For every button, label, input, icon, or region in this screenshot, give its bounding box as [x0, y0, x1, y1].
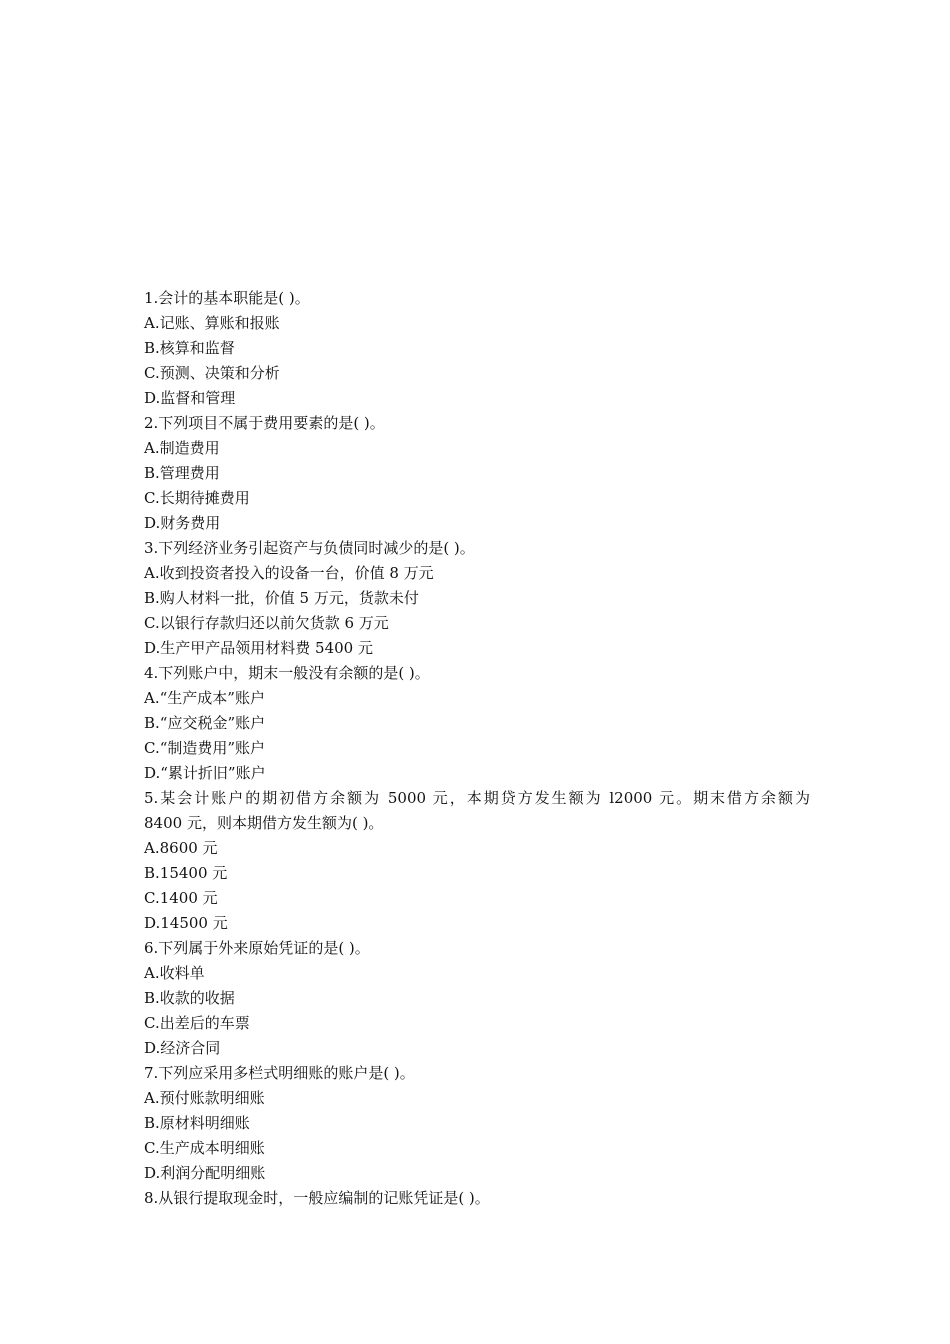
answer-option: C.1400 元 [144, 889, 218, 907]
question-stem: 8.从银行提取现金时，一般应编制的记账凭证是( )。 [144, 1189, 490, 1207]
answer-option: A.记账、算账和报账 [144, 314, 280, 332]
answer-option: B.“应交税金”账户 [144, 714, 266, 732]
answer-option: A.8600 元 [144, 839, 218, 857]
question-stem: 1.会计的基本职能是( )。 [144, 289, 310, 307]
answer-option: B.收款的收据 [144, 989, 235, 1007]
question-stem: 3.下列经济业务引起资产与负债同时减少的是( )。 [144, 539, 475, 557]
question-stem: 2.下列项目不属于费用要素的是( )。 [144, 414, 385, 432]
question-stem: 7.下列应采用多栏式明细账的账户是( )。 [144, 1064, 415, 1082]
question-stem-continued: 8400 元，则本期借方发生额为( )。 [144, 814, 384, 832]
answer-option: C.预测、决策和分析 [144, 364, 280, 382]
answer-option: D.“累计折旧”账户 [144, 764, 266, 782]
answer-option: B.15400 元 [144, 864, 228, 882]
answer-option: D.生产甲产品领用材料费 5400 元 [144, 639, 373, 657]
answer-option: C.“制造费用”账户 [144, 739, 266, 757]
answer-option: A.收料单 [144, 964, 205, 982]
answer-option: C.以银行存款归还以前欠货款 6 万元 [144, 614, 389, 632]
answer-option: B.管理费用 [144, 464, 220, 482]
question-stem: 6.下列属于外来原始凭证的是( )。 [144, 939, 370, 957]
answer-option: D.经济合同 [144, 1039, 221, 1057]
answer-option: A.收到投资者投入的设备一台，价值 8 万元 [144, 564, 434, 582]
answer-option: C.长期待摊费用 [144, 489, 250, 507]
answer-option: C.出差后的车票 [144, 1014, 250, 1032]
answer-option: C.生产成本明细账 [144, 1139, 265, 1157]
answer-option: D.利润分配明细账 [144, 1164, 266, 1182]
answer-option: B.核算和监督 [144, 339, 235, 357]
answer-option: B.购人材料一批，价值 5 万元，货款未付 [144, 589, 419, 607]
answer-option: B.原材料明细账 [144, 1114, 250, 1132]
question-stem: 5.某会计账户的期初借方余额为 5000 元，本期贷方发生额为 l2000 元。期末借方余额为 [144, 789, 810, 807]
answer-option: D.监督和管理 [144, 389, 236, 407]
answer-option: A.制造费用 [144, 439, 220, 457]
answer-option: D.14500 元 [144, 914, 228, 932]
answer-option: A.“生产成本”账户 [144, 689, 265, 707]
answer-option: D.财务费用 [144, 514, 221, 532]
question-list [144, 286, 810, 1211]
question-stem: 4.下列账户中，期末一般没有余额的是( )。 [144, 664, 430, 682]
answer-option: A.预付账款明细账 [144, 1089, 265, 1107]
